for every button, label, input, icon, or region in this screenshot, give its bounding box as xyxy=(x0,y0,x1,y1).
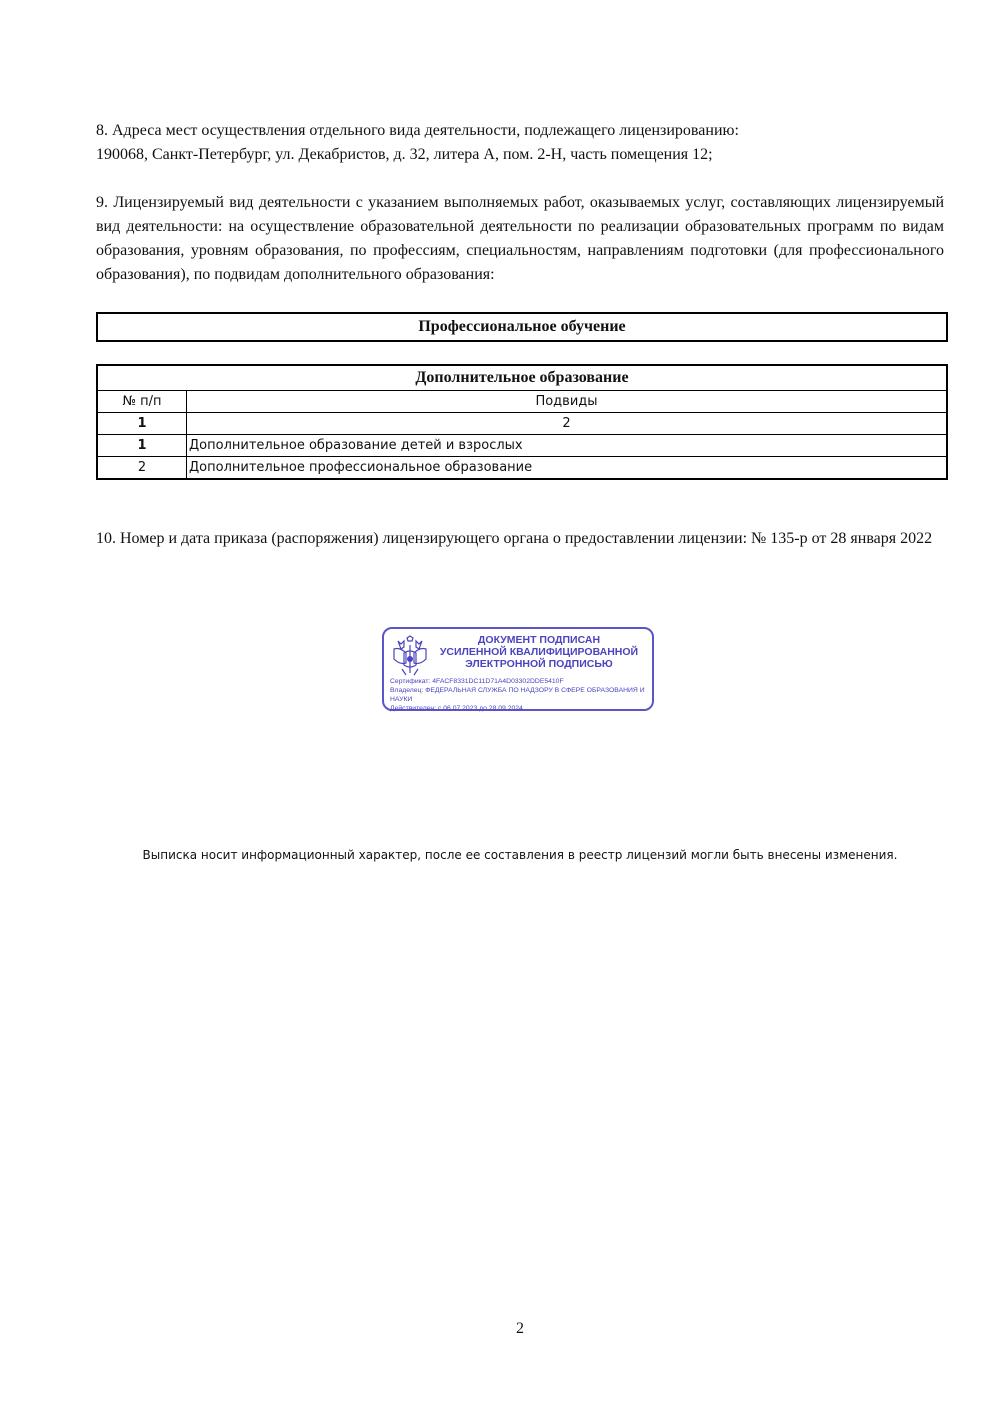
section-9-text: 9. Лицензируемый вид деятельности с указанием выполняемых работ, оказываемых услуг, составляющих лицензируемый вид деятельности: на осуществление образовательной деятельности по реализации образовательных программ по видам образования, уровням образования, по профессиям, специальностям, направлениям подготовки (для профессионального образования), по подвидам дополнительного образования: xyxy=(96,194,944,283)
stamp-line-3: ЭЛЕКТРОННОЙ ПОДПИСЬЮ xyxy=(465,658,613,670)
table-header-row xyxy=(97,391,947,413)
index-col-1: 1 xyxy=(97,413,187,435)
stamp-heading xyxy=(434,634,644,670)
index-col-2: 2 xyxy=(187,413,948,435)
stamp-line-1: ДОКУМЕНТ ПОДПИСАН xyxy=(477,634,601,646)
section-8-address: 190068, Санкт-Петербург, ул. Декабристов, д. 32, литера А, пом. 2-Н, часть помещения 12; xyxy=(96,146,713,163)
additional-education-title: Дополнительное образование xyxy=(97,365,947,391)
professional-training-title: Профессиональное обучение xyxy=(97,313,947,341)
header-number: № п/п xyxy=(97,391,187,413)
section-10 xyxy=(96,527,944,551)
professional-training-table xyxy=(96,312,948,342)
row-number: 2 xyxy=(97,457,187,480)
stamp-certificate: Сертификат: 4FACF8331DC11D71A4D03302DDE5410F xyxy=(390,678,564,685)
section-9 xyxy=(96,191,944,287)
table-row xyxy=(97,457,947,480)
page-number: 2 xyxy=(516,1320,524,1337)
stamp-line-2: УСИЛЕННОЙ КВАЛИФИЦИРОВАННОЙ xyxy=(439,646,639,658)
row-subtype: Дополнительное образование детей и взрослых xyxy=(187,435,948,457)
electronic-signature-stamp xyxy=(382,627,654,711)
table-row xyxy=(97,435,947,457)
header-subtypes: Подвиды xyxy=(187,391,948,413)
stamp-meta xyxy=(390,677,652,713)
stamp-validity: Действителен: с 06.07.2023 до 28.09.2024 xyxy=(390,705,523,712)
row-number: 1 xyxy=(97,435,187,457)
section-10-text: 10. Номер и дата приказа (распоряжения) лицензирующего органа о предоставлении лицензии: № 135-р от 28 января 2022 xyxy=(96,530,933,547)
table-index-row xyxy=(97,413,947,435)
section-8 xyxy=(96,119,944,167)
stamp-owner: Владелец: ФЕДЕРАЛЬНАЯ СЛУЖБА ПО НАДЗОРУ В СФЕРЕ ОБРАЗОВАНИЯ И НАУКИ xyxy=(390,687,645,703)
row-subtype: Дополнительное профессиональное образование xyxy=(187,457,948,480)
section-8-heading: 8. Адреса мест осуществления отдельного вида деятельности, подлежащего лицензированию: xyxy=(96,122,739,139)
double-headed-eagle-icon xyxy=(390,635,430,679)
footer-note: Выписка носит информационный характер, после ее составления в реестр лицензий могли быть внесены изменения. xyxy=(142,848,898,862)
additional-education-table xyxy=(96,364,948,480)
